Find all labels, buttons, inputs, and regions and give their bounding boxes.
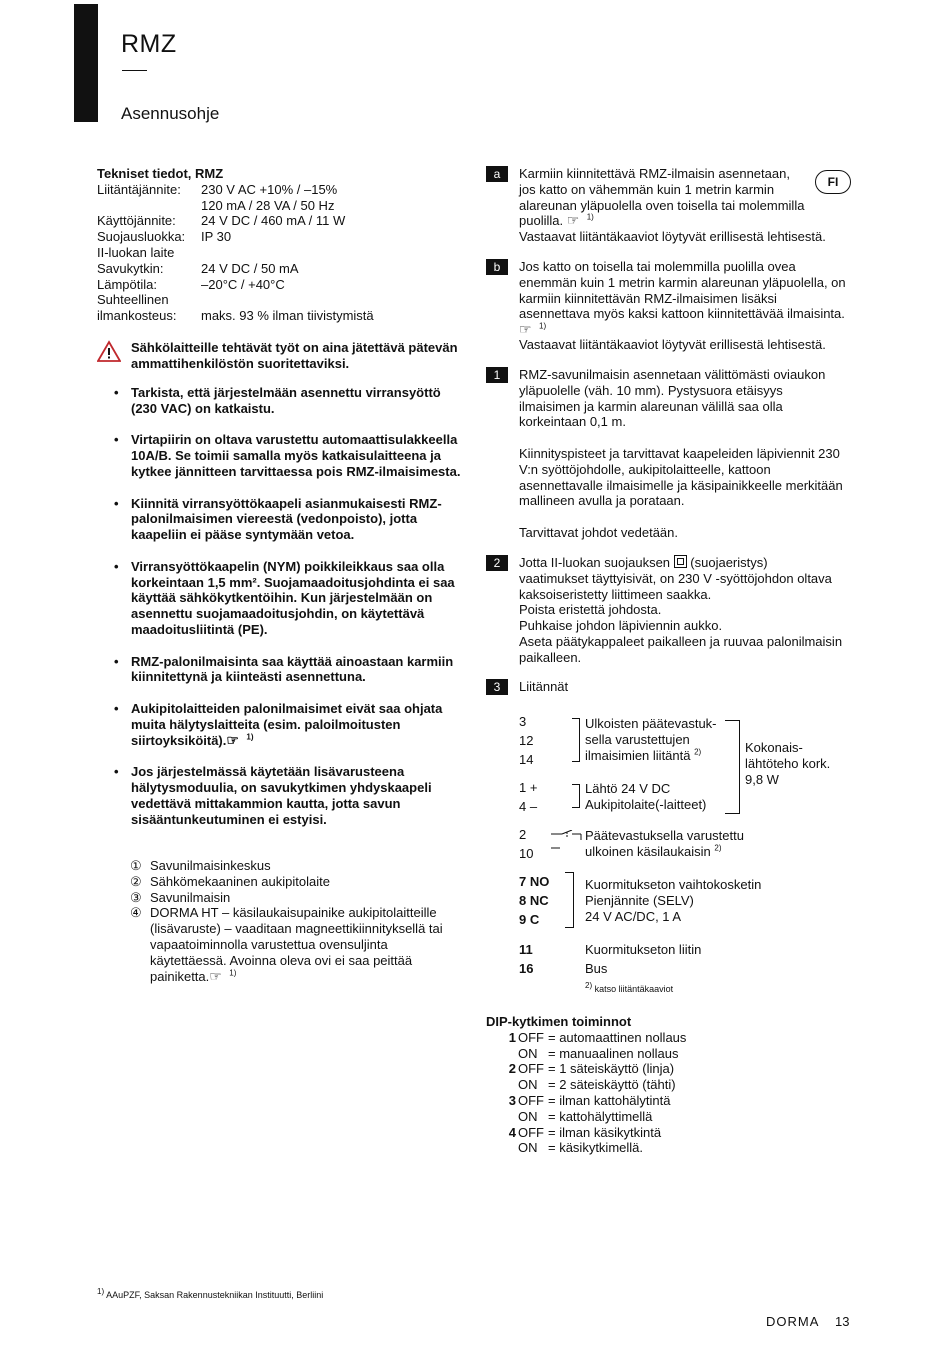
legend-item: ① Savunilmaisinkeskus (130, 858, 271, 873)
bullet-item: • Tarkista, että järjestelmään asennettu virransyöttö (230 VAC) on katkaistu. (97, 385, 467, 417)
specs-heading: Tekniset tiedot, RMZ (97, 166, 224, 181)
page-footnote: 1) AAuPZF, Saksan Rakennustekniikan Instituutti, Berliini (97, 1287, 324, 1300)
section-2-line-1b: (suojaeristys) (690, 555, 768, 570)
page-title: RMZ (121, 30, 177, 58)
spec-row (97, 292, 467, 308)
section-a-tag: a (486, 166, 508, 182)
page-subtitle: Asennusohje (121, 104, 220, 123)
section-1-para-1: RMZ-savunilmaisin asennetaan välittömästi oviaukon yläpuolelle (väh. 10 mm). Pystysuora etäisyys ilmaisimen ja karmin alareunan välillä saa olla korkeintaan 0,1 m. (519, 367, 826, 430)
bullet-item: • Virtapiirin on oltava varustettu automaattisulakkeella 10A/B. Se toimii samalla myös katkaisulaitteena ja kytkee jännitteen tarvittaessa pois RMZ-ilmaisimesta. (97, 432, 467, 479)
pointing-hand-icon: ☞ (519, 321, 532, 338)
section-a-body: Karmiin kiinnitettävä RMZ-ilmaisin asennetaan, jos katto on vähemmän kuin 1 metrin karmin alareunan yläpuolella oven toisella tai molemmilla puolilla. (519, 166, 805, 229)
load-free-label: Kuormitukseton liitin (585, 942, 702, 957)
dip-heading: DIP-kytkimen toiminnot (486, 1014, 632, 1029)
legend-list (130, 858, 460, 984)
dip-row: ON = käsikytkimellä. (518, 1140, 643, 1156)
section-b-text (519, 259, 849, 338)
section-2-step-1: Poista eristettä johdosta. (519, 602, 662, 618)
terminal-2: 2 (519, 827, 527, 842)
dip-row: 2 OFF = 1 säteiskäyttö (linja) (508, 1061, 675, 1077)
diagram-footnote: 2) katso liitäntäkaaviot (585, 981, 674, 994)
pointing-hand-icon: ☞ (209, 967, 222, 984)
section-2-line-1: Jotta II-luokan suojauksen (519, 555, 671, 570)
spec-value: 120 mA / 28 VA / 50 Hz (201, 197, 335, 213)
section-1-para-2: Kiinnityspisteet ja tarvittavat kaapeleiden läpiviennit 230 V:n syöttöjohdolle, aukipitolaitteelle, kattoon asennettavalle ilmaisimelle ja käsipainikkeelle merkitään mallineen avulla ja porataan. (519, 446, 843, 509)
footnote-ref: 1) (539, 321, 547, 331)
spec-label: Liitäntäjännite: (97, 181, 181, 197)
terminal-9: 9 C (519, 912, 540, 927)
spec-row (97, 182, 467, 198)
dip-block (486, 1014, 786, 1156)
spec-label: ilmankosteus: (97, 308, 177, 324)
spec-label: Suojausluokka: (97, 229, 186, 245)
bullet-item: • Virransyöttökaapelin (NYM) poikkileikkaus saa olla korkeintaan 1,5 mm². Suojamaadoitusjohdinta ei saa käyttää sähkökytkentöihin. Kun järjestelmään on asennettu suojamaadoitusjohdin, on käytettävä maadoitusliitintä (PE). (97, 559, 467, 638)
section-b-body: Jos katto on toisella tai molemmilla puolilla ovea enemmän kuin 1 metrin karmin alareunan yläpuolella, on karmiin kiinnitettävän RMZ-ilmaisimen lisäksi asennettava myös kaksi kattoon kiinnitettävää ilmaisinta. (519, 259, 846, 322)
dip-row: 3 OFF = ilman kattohälytintä (508, 1092, 671, 1108)
spec-label: II-luokan laite (97, 244, 175, 260)
spec-label: Savukytkin: (97, 260, 164, 276)
bullet-item: • Kiinnitä virransyöttökaapeli asianmukaisesti RMZ-palonilmaisimen viereestä (vedonpoisto), jotta kaapeliin ei pääse syntymään vetoa. (97, 496, 467, 543)
spec-label: Lämpötila: (97, 276, 157, 292)
title-divider (122, 70, 147, 71)
section-2-tag: 2 (486, 555, 508, 571)
spec-row (97, 245, 467, 261)
section-3-title: Liitännät (519, 679, 569, 694)
section-1-para-3: Tarvittavat johdot vedetään. (519, 525, 678, 540)
output-label: Lähtö 24 V DC Aukipitolaite(-laitteet) (585, 781, 707, 812)
dip-table (486, 1030, 786, 1156)
terminal-7: 7 NO (519, 874, 550, 889)
bullet-list (97, 385, 467, 843)
footer-brand: DORMA (766, 1314, 820, 1329)
specs-table (97, 182, 467, 324)
switch-icon (550, 830, 582, 852)
bracket (572, 718, 580, 762)
spec-value: IP 30 (201, 229, 232, 245)
section-1-tag: 1 (486, 367, 508, 383)
bullet-item: • Jos järjestelmässä käytetään lisävarusteena hälytysmoduulia, on savukytkimen yhdyskaapeli vedettävä mittakammion kautta, jotta savun sisääntunkeutuminen ei estyisi. (97, 764, 467, 827)
spec-value: –20°C / +40°C (201, 276, 285, 292)
section-a-text (519, 166, 809, 229)
bracket (565, 872, 574, 928)
external-detectors-label: Ulkoisten päätevastuk- sella varustettujen ilmaisimien liitäntä $^{2)}$ (585, 716, 717, 763)
spec-value: 230 V AC +10% / –15% (201, 181, 338, 197)
terminal-12: 12 (519, 733, 534, 748)
spec-row (97, 277, 467, 293)
section-3-tag: 3 (486, 679, 508, 695)
terminal-1: 1 + (519, 780, 538, 795)
bus-label: Bus (585, 961, 608, 976)
spec-row (97, 308, 467, 324)
terminal-16: 16 (519, 961, 534, 976)
terminal-3: 3 (519, 714, 527, 729)
spec-value: 24 V DC / 460 mA / 11 W (201, 213, 346, 229)
section-2-text (519, 555, 859, 666)
bracket (572, 784, 580, 808)
section-2-requirement: vaatimukset täyttyisivät, on 230 V -syöttöjohdon oltava kaksoiseristetty liittimeen saakka. (519, 570, 832, 602)
total-power-label: Kokonais- lähtöteho kork. 9,8 W (745, 740, 831, 787)
section-a-note: Vastaavat liitäntäkaaviot löytyvät erillisestä lehtisestä. (519, 229, 826, 244)
footnote-ref: 1) (586, 213, 594, 223)
terminal-8: 8 NC (519, 893, 549, 908)
dip-row: ON = kattohälyttimellä (518, 1108, 653, 1124)
total-bracket (725, 720, 740, 814)
spec-label (97, 198, 201, 214)
terminal-4: 4 – (519, 799, 538, 814)
dip-row: ON = 2 säteiskäyttö (tähti) (518, 1077, 676, 1093)
header-bar (74, 4, 98, 122)
terminal-10: 10 (519, 846, 534, 861)
warning-text: Sähkölaitteille tehtävät työt on aina jätettävä pätevän ammattihenkilöstön suoritettaviksi. (131, 340, 458, 371)
warning-icon (97, 340, 121, 362)
spec-row (97, 213, 467, 229)
page-number: 13 (835, 1314, 850, 1329)
spec-value: maks. 93 % ilman tiivistymistä (201, 308, 374, 324)
section-2-step-3: Aseta päätykappaleet paikalleen ja ruuvaa palonilmaisin paikalleen. (519, 633, 843, 665)
dip-row: 1 OFF = automaattinen nollaus (508, 1029, 687, 1045)
manual-release-label: Päätevastuksella varustettu ulkoinen käsilaukaisin $^{2)}$ (585, 828, 744, 859)
double-insulation-icon (674, 555, 687, 568)
terminal-11: 11 (519, 942, 533, 957)
terminal-14: 14 (519, 752, 534, 767)
dip-row: 4 OFF = ilman käsikytkintä (508, 1124, 662, 1140)
spec-label: Käyttöjännite: (97, 213, 176, 229)
specs-block (97, 166, 467, 324)
pointing-hand-icon: ☞ (566, 212, 580, 229)
dip-row: ON = manuaalinen nollaus (518, 1045, 679, 1061)
legend-item: ④ DORMA HT – käsilaukaisupainike aukipitolaitteille (lisävaruste) – vaaditaan magneettikiinnityksellä tai vapaatoiminnolla varustettua ovensuljinta käytettäessä. Avoinna oleva ovi ei saa peittää painiketta.☞ $^{1)}$ (130, 905, 443, 984)
section-2-step-2: Puhkaise johdon läpiviennin aukko. (519, 618, 723, 634)
spec-row (97, 261, 467, 277)
spec-row (97, 229, 467, 245)
spec-label: Suhteellinen (97, 292, 169, 308)
bullet-item: • RMZ-palonilmaisinta saa käyttää ainoastaan karmiin kiinnitettynä ja kiinteästi asennettuna. (97, 654, 467, 686)
bullet-item: • Aukipitolaitteiden palonilmaisimet eivät saa ohjata muita hälytyslaitteita (esim. paloilmoitusten siirtoyksiköitä).☞ $^{1)}$ (97, 701, 467, 748)
language-badge: FI (815, 170, 851, 194)
section-b-tag: b (486, 259, 508, 275)
legend-item: ② Sähkömekaaninen aukipitolaite (130, 873, 330, 889)
relay-label: Kuormitukseton vaihtokosketin Pienjännite (SELV) 24 V AC/DC, 1 A (585, 877, 762, 924)
spec-row (97, 198, 467, 214)
spec-value: 24 V DC / 50 mA (201, 260, 299, 276)
section-b-note: Vastaavat liitäntäkaaviot löytyvät erillisestä lehtisestä. (519, 337, 826, 352)
warning-block (97, 340, 467, 372)
pointing-hand-icon: ☞ (226, 731, 239, 748)
legend-item: ③ Savunilmaisin (130, 889, 231, 905)
